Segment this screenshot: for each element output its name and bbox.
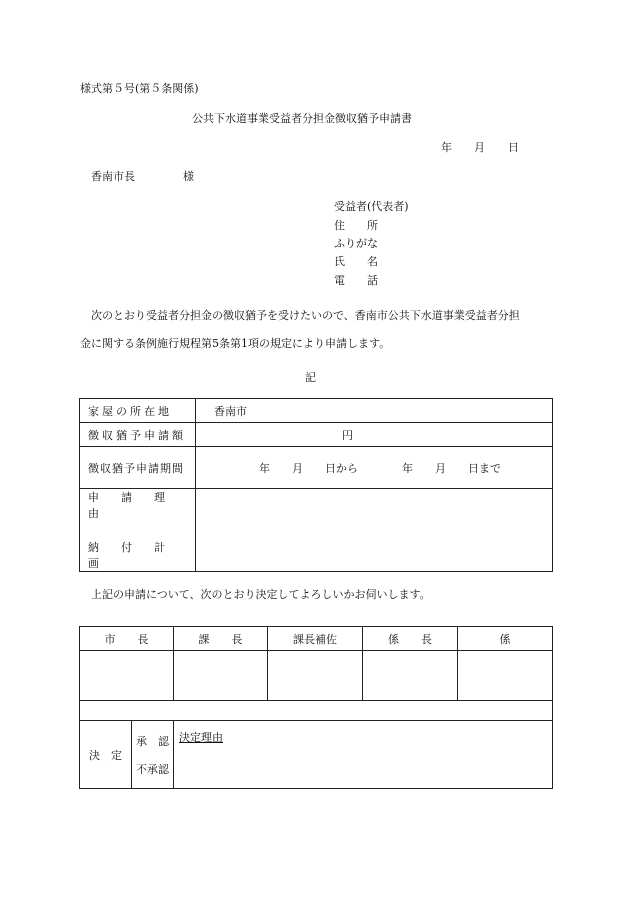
stamp-deputy-chief[interactable] [268, 651, 363, 701]
form-number: 様式第５号(第５条関係) [80, 82, 199, 95]
decision-options[interactable] [132, 721, 174, 789]
plan-label: 納付計画 [88, 541, 187, 570]
header-section-chief: 課 長 [174, 627, 268, 651]
ki-mark: 記 [305, 371, 316, 384]
applicant-heading: 受益者(代表者) [334, 200, 409, 213]
spacer-row [80, 701, 553, 721]
header-deputy-chief: 課長補佐 [268, 627, 363, 651]
applicant-name-label: 氏 名 [334, 255, 378, 268]
stamp-mayor[interactable] [80, 651, 174, 701]
request-table [79, 398, 553, 572]
addressee: 香南市長 [91, 170, 135, 183]
date-day-label: 日 [508, 141, 519, 154]
stamp-staff[interactable] [458, 651, 553, 701]
header-staff: 係 [458, 627, 553, 651]
decision-reason-label: 決定理由 [179, 731, 223, 744]
date-year-label: 年 [441, 141, 452, 154]
reason-plan-label-cell [80, 489, 196, 572]
amount-field[interactable] [196, 423, 553, 447]
amount-label: 徴収猶予申請額 [80, 423, 196, 447]
body-text-line2: 金に関する条例施行規程第5条第1項の規定により申請します。 [80, 337, 391, 350]
header-mayor: 市 長 [80, 627, 174, 651]
period-field[interactable]: 年 月 日から 年 月 日まで [196, 447, 553, 489]
approval-table [79, 626, 553, 789]
applicant-address-label: 住 所 [334, 219, 378, 232]
header-subsection-chief: 係 長 [363, 627, 458, 651]
decision-reason-field[interactable] [174, 721, 553, 789]
period-label: 徴収猶予申請期間 [80, 447, 196, 489]
disapprove-option[interactable]: 不承認 [136, 762, 169, 776]
reason-plan-field[interactable] [196, 489, 553, 572]
applicant-phone-label: 電 話 [334, 274, 378, 287]
date-month-label: 月 [474, 141, 485, 154]
document-title: 公共下水道事業受益者分担金徴収猶予申請書 [192, 112, 412, 125]
house-location-value[interactable]: 香南市 [196, 399, 553, 423]
approval-request-text: 上記の申請について、次のとおり決定してよろしいかお伺いします。 [91, 588, 431, 601]
stamp-subsection-chief[interactable] [363, 651, 458, 701]
stamp-section-chief[interactable] [174, 651, 268, 701]
approve-option[interactable]: 承 認 [136, 734, 169, 748]
applicant-furigana-label: ふりがな [334, 237, 378, 250]
body-text-line1: 次のとおり受益者分担金の徴収猶予を受けたいので、香南市公共下水道事業受益者分担 [91, 309, 520, 322]
house-location-label: 家屋の所在地 [80, 399, 196, 423]
reason-label: 申請理由 [88, 491, 187, 520]
honorific: 様 [183, 170, 194, 183]
decision-label: 決 定 [80, 721, 132, 789]
amount-unit: 円 [342, 428, 353, 442]
